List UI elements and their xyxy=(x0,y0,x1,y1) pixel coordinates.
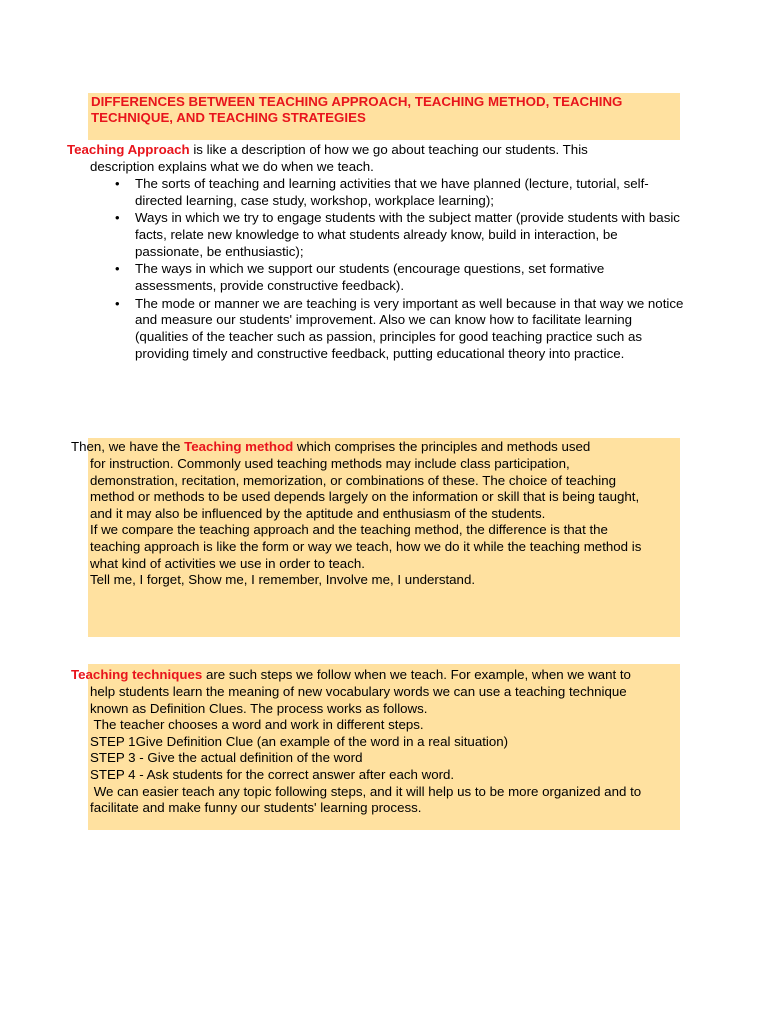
list-item: • The ways in which we support our students (encourage questions, set formative assessments, provide constructive feedback). xyxy=(115,261,685,294)
technique-line: known as Definition Clues. The process works as follows. xyxy=(90,700,428,716)
method-line: what kind of activities we use in order to teach. xyxy=(90,555,365,571)
technique-line: STEP 1Give Definition Clue (an example of the word in a real situation) xyxy=(90,733,509,749)
approach-cont: description explains what we do when we teach. xyxy=(90,159,374,174)
technique-lead: are such steps we follow when we teach. For example, when we want to xyxy=(202,667,631,682)
method-body xyxy=(90,456,680,589)
method-line: If we compare the teaching approach and the teaching method, the difference is that the xyxy=(90,522,608,538)
technique-line: We can easier teach any topic following steps, and it will help us to be more organized and to xyxy=(90,783,642,799)
approach-intro xyxy=(67,142,707,159)
approach-term: Teaching Approach xyxy=(67,142,190,157)
method-line: for instruction. Commonly used teaching methods may include class participation, xyxy=(90,456,570,471)
document-title: DIFFERENCES BETWEEN TEACHING APPROACH, TEACHING METHOD, TEACHING TECHNIQUE, AND TEACHING STRATEGIES xyxy=(91,94,623,125)
method-line: demonstration, recitation, memorization, or combinations of these. The choice of teaching xyxy=(90,472,616,488)
technique-body xyxy=(90,684,680,817)
method-line: Tell me, I forget, Show me, I remember, Involve me, I understand. xyxy=(90,572,476,588)
technique-line: facilitate and make funny our students' learning process. xyxy=(90,800,422,816)
list-item: • Ways in which we try to engage students with the subject matter (provide students with basic facts, relate new knowledge to what students already know, build in interaction, be passionate, be enthusiastic); xyxy=(115,210,685,260)
approach-bullet-list xyxy=(115,176,685,363)
technique-term: Teaching techniques xyxy=(71,667,203,682)
technique-line: The teacher chooses a word and work in different steps. xyxy=(90,717,424,733)
approach-lead: is like a description of how we go about teaching our students. This xyxy=(189,142,588,157)
method-intro xyxy=(71,439,691,456)
technique-line: STEP 4 - Ask students for the correct answer after each word. xyxy=(90,766,455,782)
list-item: • The sorts of teaching and learning activities that we have planned (lecture, tutorial, self-directed learning, case study, workshop, workplace learning); xyxy=(115,176,685,209)
technique-line: help students learn the meaning of new vocabulary words we can use a teaching technique xyxy=(90,684,627,699)
method-lead: which comprises the principles and methods used xyxy=(293,439,591,454)
method-term: Teaching method xyxy=(184,439,294,454)
technique-intro xyxy=(71,667,691,684)
method-pre: Then, we have the xyxy=(71,439,185,454)
method-line: teaching approach is like the form or way we teach, how we do it while the teaching method is xyxy=(90,538,642,554)
list-item: • The mode or manner we are teaching is very important as well because in that way we notice and measure our students' improvement. Also we can know how to facilitate learning (qualities of the teacher such as passion, principles for good teaching practice such as providing timely and constructive feedback, putting educational theory into practice. xyxy=(115,296,685,362)
method-line: method or methods to be used depends largely on the information or skill that is being taught, xyxy=(90,489,640,505)
method-line: and it may also be influenced by the aptitude and enthusiasm of the students. xyxy=(90,505,546,521)
technique-line: STEP 3 - Give the actual definition of the word xyxy=(90,750,363,766)
